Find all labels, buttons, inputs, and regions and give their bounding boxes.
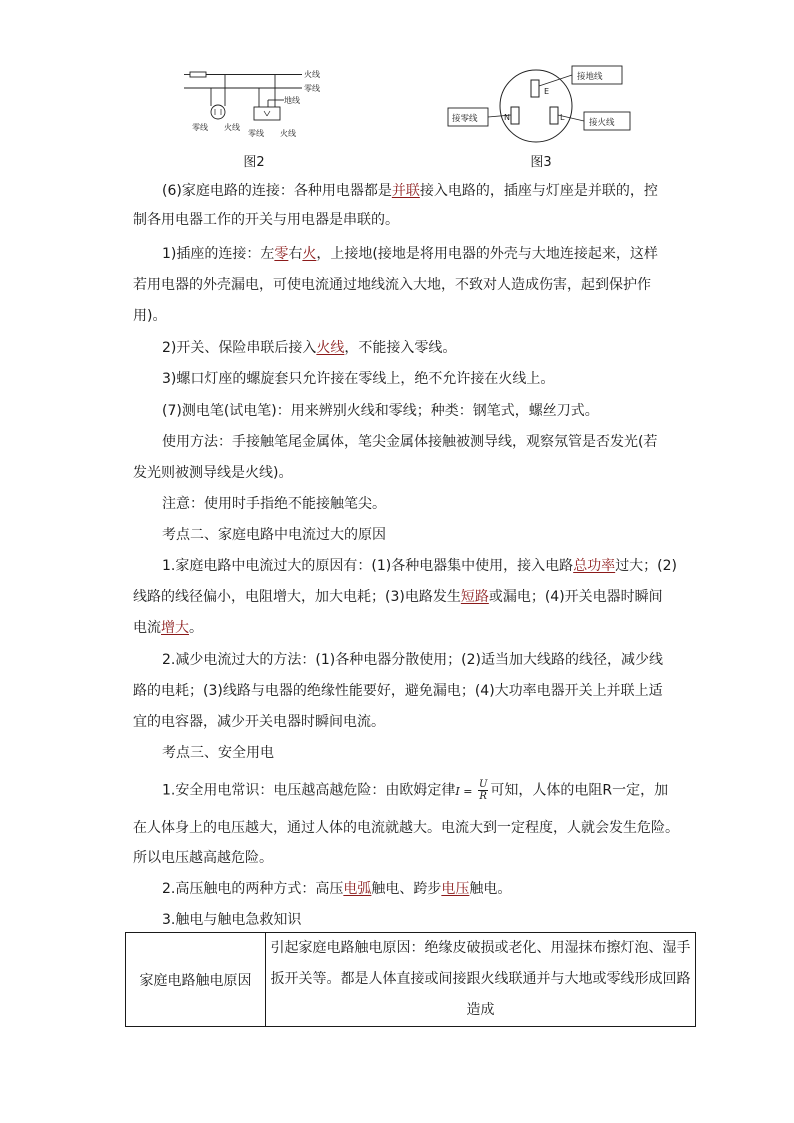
- fig3-label-jiehuo: 接火线: [589, 118, 615, 128]
- text-run: 或漏电；(4)开关电器时瞬间: [488, 589, 663, 605]
- text-line: [162, 878, 696, 898]
- emphasis-term: 并联: [391, 183, 420, 199]
- text-run: 触电、跨步: [371, 881, 442, 897]
- figure-3-socket-diagram: [444, 62, 636, 148]
- fig3-label-e: E: [544, 87, 550, 96]
- text-line: [162, 180, 696, 200]
- formula-fraction: [478, 779, 488, 802]
- text-line: [133, 462, 696, 482]
- emphasis-term: 火线: [316, 340, 345, 356]
- text-line: [162, 649, 696, 669]
- text-run: 。: [189, 620, 203, 636]
- table-cell-content: [266, 933, 696, 1027]
- figure-3-svg: [444, 62, 636, 148]
- table-row: [126, 933, 696, 1027]
- fig2-label-huo-right: 火线: [280, 129, 296, 138]
- emphasis-term: 零: [274, 246, 289, 262]
- text-run: 1.家庭电路中电流过大的原因有：(1)各种电器集中使用，接入电路: [162, 558, 574, 574]
- formula-lhs: I: [455, 784, 460, 798]
- text-run: 电流: [133, 620, 161, 636]
- fig2-label-huoxian: 火线: [304, 70, 320, 79]
- text-line: [162, 368, 696, 388]
- text-line: [133, 586, 696, 606]
- text-run: 可知，人体的电阻R一定，加: [490, 782, 669, 799]
- text-run: 制各用电器工作的开关与用电器是串联的。: [133, 212, 399, 228]
- fig2-label-dixian: 地线: [284, 96, 300, 105]
- text-run: 注意：使用时手指绝不能接触笔尖。: [162, 496, 386, 512]
- text-line: [162, 779, 696, 802]
- table-cell-header: 家庭电路触电原因: [126, 933, 266, 1027]
- figure-2-caption: 图2: [243, 155, 265, 170]
- text-run: 触电。: [469, 881, 512, 897]
- text-line: [133, 209, 696, 229]
- emphasis-term: 增大: [161, 620, 189, 636]
- formula-eq: =: [459, 784, 476, 798]
- text-run: 1)插座的连接：左: [162, 246, 275, 262]
- emphasis-term: 电压: [441, 881, 470, 897]
- fig3-label-jieling: 接零线: [452, 114, 478, 124]
- text-run: 所以电压越高越危险。: [133, 850, 273, 866]
- text-run: 在人体身上的电压越大，通过人体的电流就越大。电流大到一定程度，人就会发生危险。: [133, 820, 679, 836]
- table-cell-line: 扳开关等。都是人体直接或间接跟火线联通并与大地或零线形成回路: [270, 971, 691, 987]
- text-line: [162, 493, 696, 513]
- fig3-label-l: L: [560, 113, 565, 122]
- text-run: 2)开关、保险串联后接入: [162, 340, 317, 356]
- text-run: 右: [288, 246, 303, 262]
- text-line: [162, 909, 696, 929]
- text-line: [162, 742, 696, 762]
- text-run: 3.触电与触电急救知识: [162, 912, 302, 928]
- text-run: 接入电路的，插座与灯座是并联的，控: [419, 183, 658, 199]
- text-run: 1.安全用电常识：电压越高越危险：由欧姆定律: [162, 782, 456, 799]
- text-run: 若用电器的外壳漏电，可使电流通过地线流入大地，不致对人造成伤害，起到保护作: [133, 277, 651, 293]
- figure-2-circuit-diagram: [184, 66, 334, 144]
- text-line: [162, 555, 696, 575]
- figure-3-caption: 图3: [530, 155, 552, 170]
- emphasis-term: 电弧: [343, 881, 372, 897]
- table-cell-line: 引起家庭电路触电原因：绝缘皮破损或老化、用湿抹布擦灯泡、湿手: [270, 940, 691, 956]
- text-line: [162, 431, 696, 451]
- text-run: 路的电耗；(3)线路与电器的绝缘性能要好，避免漏电；(4)大功率电器开关上并联上适: [133, 683, 663, 699]
- text-line: [133, 847, 696, 867]
- fig2-label-ling-left: 零线: [192, 123, 208, 132]
- fig3-label-jiedi: 接地线: [577, 72, 603, 82]
- text-run: 考点二、家庭电路中电流过大的原因: [162, 527, 386, 543]
- table-cell-line: 造成: [466, 1002, 495, 1018]
- text-run: 考点三、安全用电: [162, 745, 274, 761]
- text-run: 宜的电容器，减少开关电器时瞬间电流。: [133, 714, 385, 730]
- emphasis-term: 火: [302, 246, 317, 262]
- text-run: 2.高压触电的两种方式：高压: [162, 881, 344, 897]
- fig2-label-huo-left: 火线: [224, 123, 240, 132]
- text-line: [133, 305, 696, 325]
- text-line: [162, 400, 696, 420]
- text-run: 3)螺口灯座的螺旋套只允许接在零线上，绝不允许接在火线上。: [162, 371, 555, 387]
- text-run: 线路的线径偏小，电阻增大，加大电耗；(3)电路发生: [133, 589, 461, 605]
- text-line: [162, 524, 696, 544]
- text-run: 使用方法：手接触笔尾金属体，笔尖金属体接触被测导线，观察氖管是否发光(若: [162, 434, 658, 450]
- figures-area: [0, 62, 794, 170]
- text-run: (6)家庭电路的连接：各种用电器都是: [162, 183, 392, 199]
- emphasis-term: 总功率: [573, 558, 616, 574]
- figure-2-svg: [184, 66, 334, 144]
- fig2-label-ling-right: 零线: [248, 129, 264, 138]
- text-line: [162, 337, 696, 357]
- formula-numerator: U: [478, 779, 488, 790]
- shock-cause-table: [125, 932, 696, 1027]
- text-line: [133, 817, 696, 837]
- text-run: ，上接地(接地是将用电器的外壳与大地连接起来，这样: [316, 246, 658, 262]
- text-line: [162, 243, 696, 263]
- text-run: 用)。: [133, 308, 167, 324]
- formula-denominator: R: [479, 791, 487, 802]
- text-run: 2.减少电流过大的方法：(1)各种电器分散使用；(2)适当加大线路的线径，减少线: [162, 652, 664, 668]
- text-line: [133, 617, 696, 637]
- text-line: [133, 711, 696, 731]
- text-line: [133, 680, 696, 700]
- text-line: [133, 274, 696, 294]
- text-run: ，不能接入零线。: [344, 340, 457, 356]
- fig2-label-lingxian: 零线: [304, 84, 320, 93]
- text-run: 发光则被测导线是火线)。: [133, 465, 293, 481]
- text-run: (7)测电笔(试电笔)：用来辨别火线和零线；种类：钢笔式，螺丝刀式。: [162, 403, 599, 419]
- emphasis-term: 短路: [460, 589, 489, 605]
- ohms-law-formula: [455, 779, 490, 802]
- fig3-label-n: N: [504, 113, 510, 122]
- text-run: 过大；(2): [615, 558, 678, 574]
